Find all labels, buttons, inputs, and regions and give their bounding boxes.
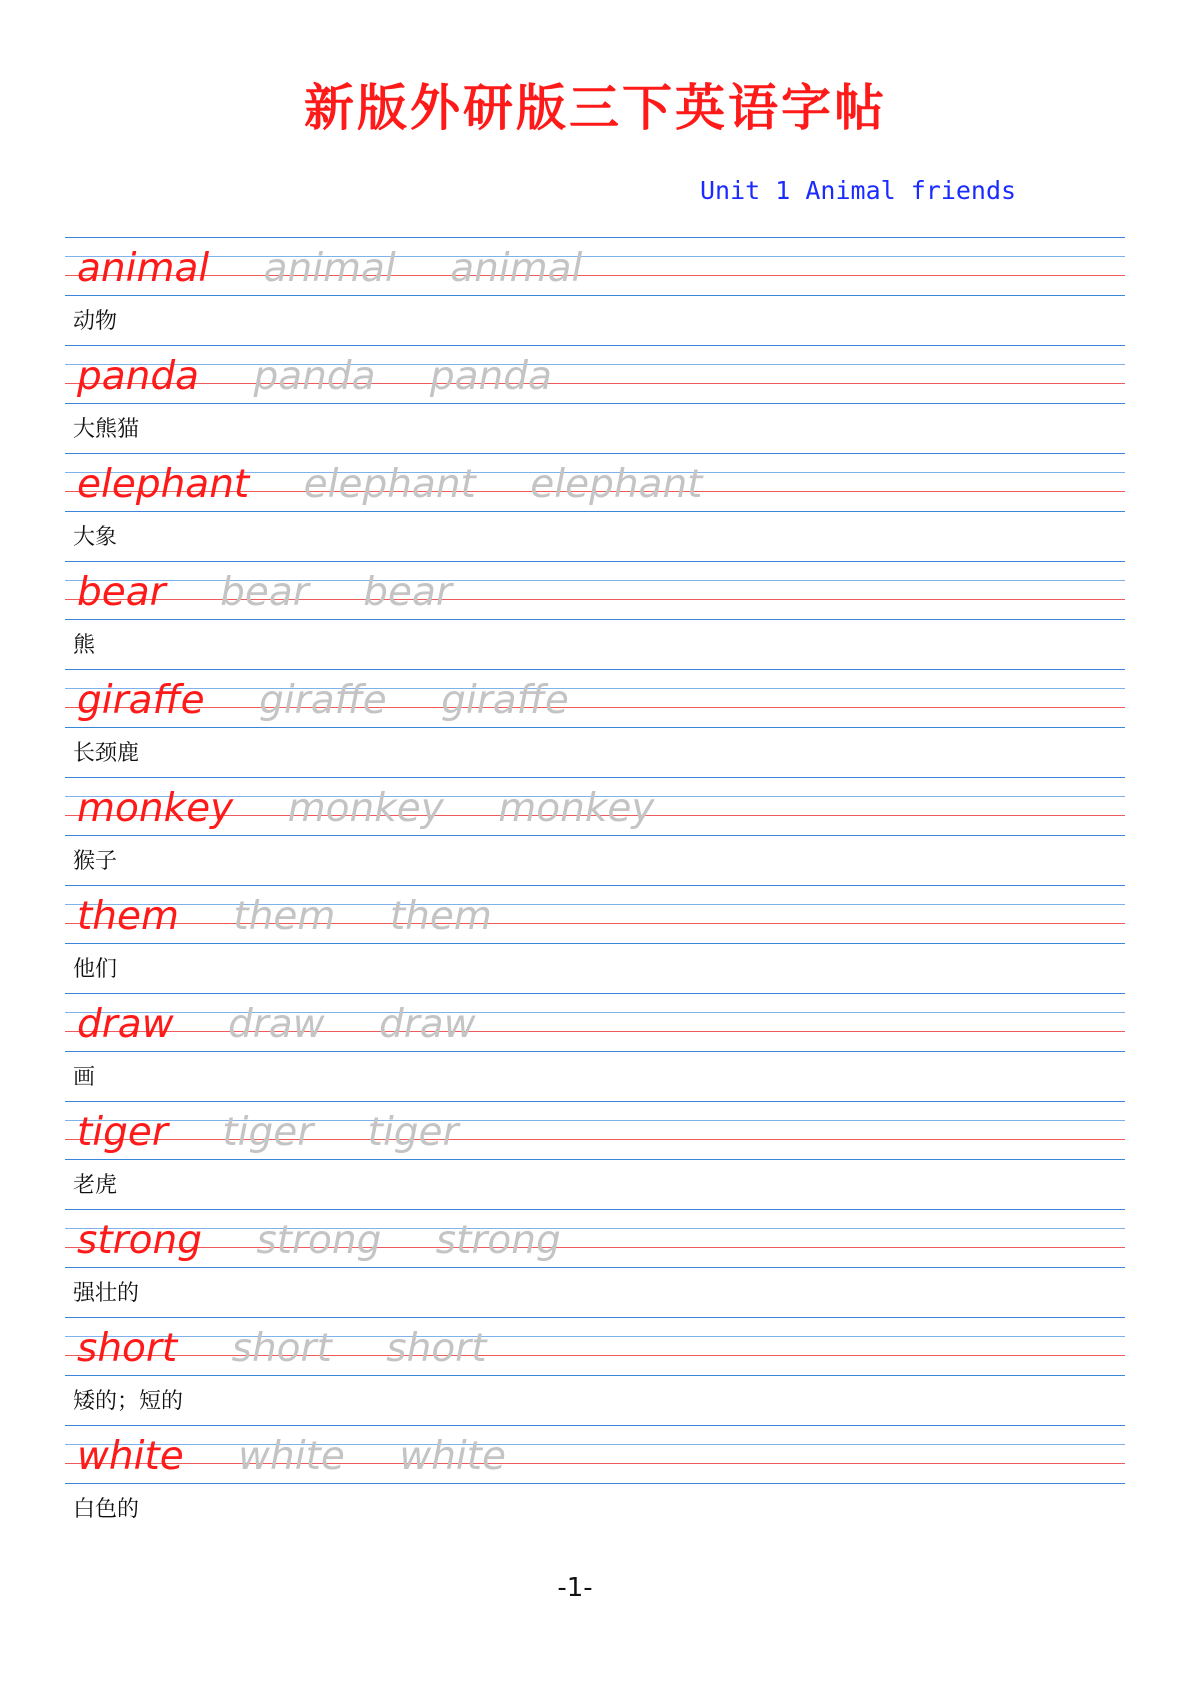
guide-line-top xyxy=(65,1425,1125,1426)
word-meaning: 大熊猫 xyxy=(73,417,140,442)
word-row xyxy=(77,1215,603,1275)
guide-line-top xyxy=(65,777,1125,778)
trace-word: draw xyxy=(228,1002,325,1047)
practice-entry xyxy=(65,777,1125,885)
guide-line-top xyxy=(65,1317,1125,1318)
word: panda xyxy=(77,354,200,399)
trace-word: monkey xyxy=(498,786,655,831)
word: them xyxy=(77,894,179,939)
word: giraffe xyxy=(77,678,205,723)
word-row xyxy=(77,1107,501,1167)
guide-line-top xyxy=(65,345,1125,346)
trace-word: giraffe xyxy=(259,678,387,723)
guide-line-top xyxy=(65,885,1125,886)
word: short xyxy=(77,1326,178,1371)
trace-word: draw xyxy=(379,1002,476,1047)
practice-entry xyxy=(65,453,1125,561)
word-row xyxy=(77,999,518,1059)
practice-entry xyxy=(65,561,1125,669)
word-meaning: 熊 xyxy=(73,633,96,658)
practice-entry xyxy=(65,993,1125,1101)
unit-subtitle: Unit 1 Animal friends xyxy=(700,176,1017,205)
guide-line-top xyxy=(65,1209,1125,1210)
trace-word: elephant xyxy=(530,462,703,507)
word-row xyxy=(77,459,744,519)
practice-entry xyxy=(65,345,1125,453)
guide-line-top xyxy=(65,669,1125,670)
word-meaning: 强壮的 xyxy=(73,1281,140,1306)
word: bear xyxy=(77,570,166,615)
trace-word: strong xyxy=(256,1218,382,1263)
trace-word: giraffe xyxy=(441,678,569,723)
word-meaning: 白色的 xyxy=(73,1497,140,1522)
trace-word: tiger xyxy=(222,1110,314,1155)
word: tiger xyxy=(77,1110,168,1155)
word: strong xyxy=(77,1218,202,1263)
trace-word: animal xyxy=(263,246,396,291)
guide-line-top xyxy=(65,993,1125,994)
word-meaning: 画 xyxy=(73,1065,96,1090)
word-meaning: 他们 xyxy=(73,957,118,982)
word: draw xyxy=(77,1002,174,1047)
word-row xyxy=(77,351,594,411)
word-row xyxy=(77,243,624,303)
word-meaning: 猴子 xyxy=(73,849,118,874)
word: animal xyxy=(77,246,210,291)
page-title: 新版外研版三下英语字帖 xyxy=(304,78,887,137)
guide-line-top xyxy=(65,237,1125,238)
trace-word: panda xyxy=(429,354,552,399)
practice-entry xyxy=(65,885,1125,993)
word-row xyxy=(77,675,611,735)
word-meaning: 大象 xyxy=(73,525,118,550)
word-row xyxy=(77,783,697,843)
word-row xyxy=(77,1431,548,1491)
page-number: -1- xyxy=(557,1573,593,1603)
practice-entry xyxy=(65,1425,1125,1533)
trace-word: short xyxy=(386,1326,487,1371)
trace-word: elephant xyxy=(303,462,476,507)
word-meaning: 动物 xyxy=(73,309,118,334)
trace-word: strong xyxy=(435,1218,561,1263)
trace-word: them xyxy=(233,894,336,939)
word: elephant xyxy=(77,462,250,507)
guide-line-top xyxy=(65,561,1125,562)
word-row xyxy=(77,567,494,627)
trace-word: animal xyxy=(450,246,583,291)
practice-entry xyxy=(65,669,1125,777)
word-meaning: 矮的；短的 xyxy=(73,1389,184,1414)
practice-entry xyxy=(65,1101,1125,1209)
guide-line-top xyxy=(65,453,1125,454)
word-row xyxy=(77,1323,529,1383)
trace-word: bear xyxy=(363,570,452,615)
word: white xyxy=(77,1434,184,1479)
trace-word: monkey xyxy=(287,786,444,831)
guide-line-top xyxy=(65,1101,1125,1102)
trace-word: tiger xyxy=(367,1110,459,1155)
word-row xyxy=(77,891,534,951)
practice-entry xyxy=(65,237,1125,345)
word-meaning: 长颈鹿 xyxy=(73,741,140,766)
practice-entry xyxy=(65,1317,1125,1425)
trace-word: white xyxy=(238,1434,345,1479)
word: monkey xyxy=(77,786,234,831)
trace-word: bear xyxy=(220,570,309,615)
trace-word: them xyxy=(389,894,492,939)
trace-word: short xyxy=(231,1326,332,1371)
word-meaning: 老虎 xyxy=(73,1173,118,1198)
practice-entry xyxy=(65,1209,1125,1317)
trace-word: white xyxy=(399,1434,507,1479)
trace-word: panda xyxy=(253,354,376,399)
practice-sheet xyxy=(65,237,1125,1533)
